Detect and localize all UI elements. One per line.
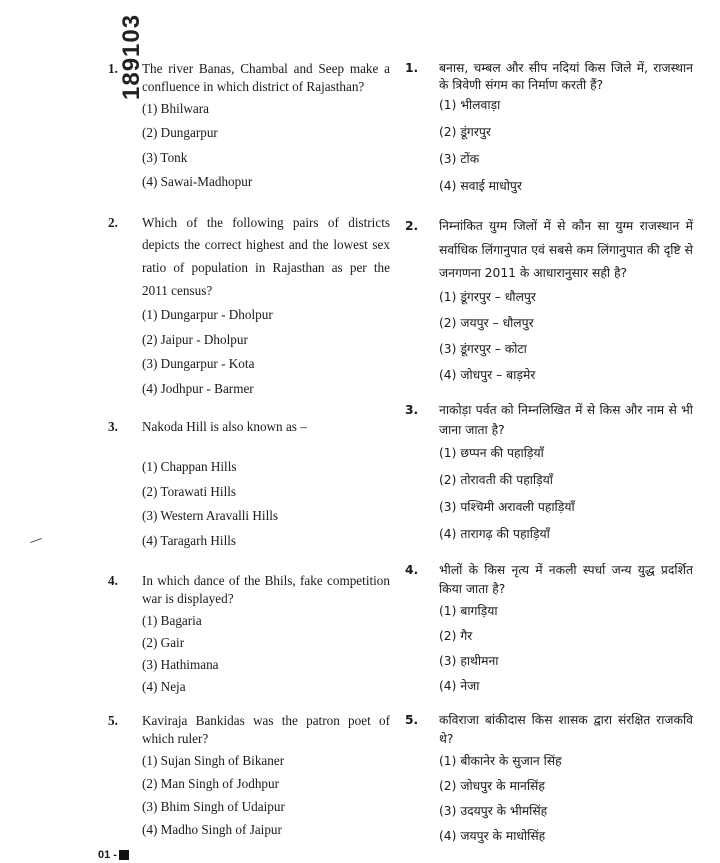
question-2-hi [405, 215, 693, 393]
option-4[interactable]: (4) Jodhpur - Barmer [142, 380, 254, 396]
options-list [439, 289, 693, 393]
option-3[interactable]: (3) डूंगरपुर – कोटा [439, 342, 527, 357]
options-list [142, 100, 390, 198]
question-number: 2. [108, 214, 118, 230]
option-1[interactable]: (1) डूंगरपुर – धौलपुर [439, 290, 536, 305]
option-2[interactable]: (2) Torawati Hills [142, 483, 237, 499]
option-2[interactable]: (2) जोधपुर के मानसिंह [439, 778, 545, 793]
question-number: 1. [405, 61, 419, 75]
option-2[interactable]: (2) जयपुर – धौलपुर [439, 316, 534, 331]
option-1[interactable]: (1) बीकानेर के सुजान सिंह [439, 753, 562, 768]
question-text: भीलों के किस नृत्य में नकली स्पर्धा जन्य युद्ध प्रदर्शित किया जाता है? [439, 562, 693, 596]
option-3[interactable]: (3) Tonk [142, 149, 188, 165]
option-3[interactable]: (3) Hathimana [142, 657, 219, 673]
option-4[interactable]: (4) Sawai-Madhopur [142, 174, 253, 190]
option-2[interactable]: (2) गैर [439, 628, 473, 643]
question-number: 1. [108, 61, 118, 76]
question-text: बनास, चम्बल और सीप नदियां किस जिले में, राजस्थान के त्रिवेणी संगम का निर्माण करती हैं? [439, 61, 693, 92]
question-1-en [108, 60, 390, 198]
question-text: The river Banas, Chambal and Seep make a confluence in which district of Rajasthan? [142, 61, 390, 94]
option-3[interactable]: (3) Dungarpur - Kota [142, 356, 255, 372]
options-list [439, 97, 693, 205]
question-number: 3. [405, 403, 419, 418]
option-2[interactable]: (2) Gair [142, 635, 185, 651]
option-4[interactable]: (4) Neja [142, 679, 186, 695]
question-text: Kaviraja Bankidas was the patron poet of which ruler? [142, 713, 390, 746]
option-1[interactable]: (1) Dungarpur - Dholpur [142, 307, 273, 323]
option-3[interactable]: (3) Bhim Singh of Udaipur [142, 798, 285, 814]
option-4[interactable]: (4) जोधपुर – बाड़मेर [439, 368, 536, 383]
question-text: कविराजा बांकीदास किस शासक द्वारा संरक्षित राजकवि थे? [439, 712, 693, 746]
question-text: निम्नांकित युग्म जिलों में से कौन सा युग्म राजस्थान में सर्वाधिक लिंगानुपात एवं सबसे कम लिंगानुपात की दृष्टि से जनगणना 2011 के आधारानुसार सही है? [439, 219, 693, 280]
option-4[interactable]: (4) Madho Singh of Jaipur [142, 821, 282, 837]
question-number: 2. [405, 219, 419, 234]
question-number: 4. [108, 573, 118, 589]
option-3[interactable]: (3) Western Aravalli Hills [142, 508, 279, 524]
question-text: Nakoda Hill is also known as – [142, 419, 307, 435]
option-2[interactable]: (2) तोरावती की पहाड़ियाँ [439, 472, 553, 487]
options-list [439, 445, 693, 553]
question-4-hi [405, 561, 693, 703]
option-3[interactable]: (3) उदयपुर के भीमसिंह [439, 803, 548, 818]
options-list [439, 603, 693, 703]
question-3-en [108, 418, 390, 556]
question-1-hi [405, 60, 693, 205]
option-4[interactable]: (4) तारागढ़ की पहाड़ियाँ [439, 526, 550, 541]
question-text: In which dance of the Bhils, fake competition war is displayed? [142, 573, 390, 607]
question-4-en [108, 572, 390, 700]
question-5-en [108, 712, 390, 844]
option-1[interactable]: (1) भीलवाड़ा [439, 98, 501, 113]
options-list [439, 753, 693, 853]
option-3[interactable]: (3) टोंक [439, 152, 480, 167]
option-1[interactable]: (1) Sujan Singh of Bikaner [142, 752, 285, 768]
question-3-hi [405, 401, 693, 552]
question-text: नाकोड़ा पर्वत को निम्नलिखित में से किस और नाम से भी जाना जाता है? [439, 403, 693, 437]
option-4[interactable]: (4) सवाई माधोपुर [439, 179, 522, 194]
options-list [142, 752, 390, 844]
option-3[interactable]: (3) पश्चिमी अरावली पहाड़ियाँ [439, 499, 575, 514]
option-3[interactable]: (3) हाथीमना [439, 653, 499, 668]
hindi-column [405, 60, 693, 853]
question-2-en [108, 212, 390, 405]
question-5-hi [405, 711, 693, 853]
page-number: 01 - [98, 849, 117, 861]
options-list [142, 458, 390, 556]
option-1[interactable]: (1) Bagaria [142, 613, 202, 629]
option-4[interactable]: (4) जयपुर के माधोसिंह [439, 828, 546, 843]
option-1[interactable]: (1) छप्पन की पहाड़ियाँ [439, 445, 544, 460]
margin-pen-mark [30, 538, 42, 543]
options-list [142, 612, 390, 700]
question-number: 3. [108, 419, 118, 435]
question-text: Which of the following pairs of districts depicts the correct highest and the lowest sex ratio of population in Rajasthan as per the 2011 census? [142, 214, 390, 298]
option-2[interactable]: (2) डूंगरपुर [439, 125, 491, 140]
option-2[interactable]: (2) Jaipur - Dholpur [142, 331, 248, 347]
question-number: 5. [405, 712, 419, 727]
option-4[interactable]: (4) Taragarh Hills [142, 532, 237, 548]
option-4[interactable]: (4) नेजा [439, 678, 480, 693]
english-column [108, 60, 390, 844]
option-1[interactable]: (1) Chappan Hills [142, 459, 237, 475]
option-1[interactable]: (1) Bhilwara [142, 100, 210, 116]
option-1[interactable]: (1) बागड़िया [439, 603, 498, 618]
booklet-serial-number: 189103 [118, 13, 145, 100]
question-number: 5. [108, 713, 118, 729]
option-2[interactable]: (2) Dungarpur [142, 125, 218, 141]
question-number: 4. [405, 562, 419, 577]
footer-marker [119, 850, 129, 860]
options-list [142, 306, 390, 404]
option-2[interactable]: (2) Man Singh of Jodhpur [142, 775, 279, 791]
